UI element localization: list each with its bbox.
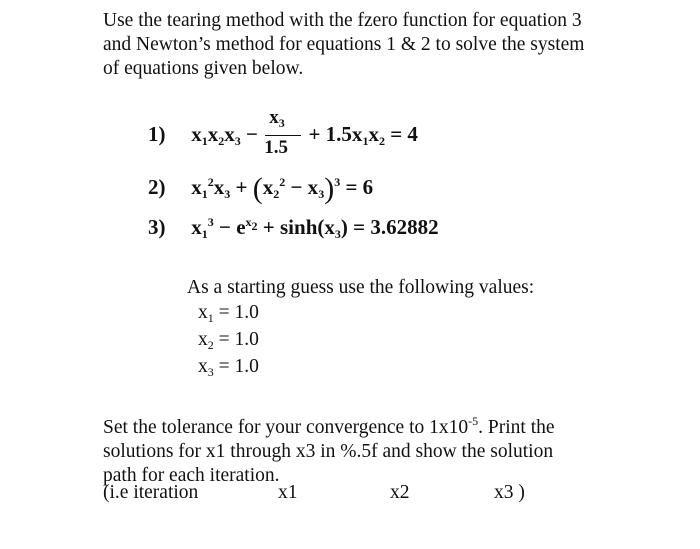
equation-3	[148, 215, 439, 242]
equation-2-body: $x_1^2x_3 + (x_2^2 - x_3)^3$	[191, 172, 341, 205]
tolerance-line-3: path for each iteration.	[103, 465, 280, 486]
fraction-denominator: 1.5	[264, 137, 288, 159]
instructions-line-2: and Newton’s method for equations 1 & 2 to solve the system	[103, 34, 585, 55]
guess-x3: $x_3 = 1.0$	[198, 356, 259, 379]
equation-3-body: $x_1^3 - e^{x_2} + \sinh(x_3)$	[191, 215, 348, 241]
instructions-line-3: of equations given below.	[103, 58, 304, 79]
equation-1-rest: + $1.5x_1x_2$	[308, 122, 385, 148]
equation-3-number: 3)	[148, 215, 166, 239]
guess-x2: $x_2 = 1.0$	[198, 329, 259, 352]
equation-1-rhs: = 4	[390, 122, 418, 146]
equation-1-number: 1)	[148, 122, 166, 146]
tolerance-exponent: -5	[468, 414, 479, 428]
instructions-paragraph	[103, 9, 663, 81]
tolerance-line-2: solutions for x1 through x3 in %.5f and show the solution	[103, 441, 554, 462]
fraction-numerator: $x_3$	[269, 107, 285, 131]
equation-2	[148, 172, 373, 206]
table-header-x1: x1	[278, 482, 298, 503]
equation-1-fraction	[263, 107, 303, 159]
guess-x2-value: 1.0	[234, 329, 259, 350]
equation-2-number: 2)	[148, 175, 166, 199]
guess-x1-value: 1.0	[234, 302, 259, 323]
equation-2-rhs: = 6	[345, 175, 374, 199]
tolerance-line-1: Set the tolerance for your convergence to $1x10^{-5}$. Print the	[103, 414, 555, 438]
table-header-x2: x2	[390, 482, 410, 503]
equation-3-rhs: = 3.62882	[353, 215, 439, 239]
cropped-top-edge	[0, 0, 700, 4]
equation-1-lhs: $x_1x_2x_3$ −	[191, 122, 258, 148]
instructions-line-1: Use the tearing method with the fzero function for equation 3	[103, 10, 582, 31]
tolerance-paragraph	[103, 409, 663, 488]
fraction-bar	[265, 135, 301, 136]
guess-x3-value: 1.0	[234, 356, 259, 377]
table-header-x3: x3 )	[494, 482, 525, 503]
table-header-iteration: (i.e iteration	[103, 482, 199, 503]
guess-x1: $x_1 = 1.0$	[198, 302, 259, 325]
starting-guess-intro: As a starting guess use the following values:	[187, 277, 535, 298]
